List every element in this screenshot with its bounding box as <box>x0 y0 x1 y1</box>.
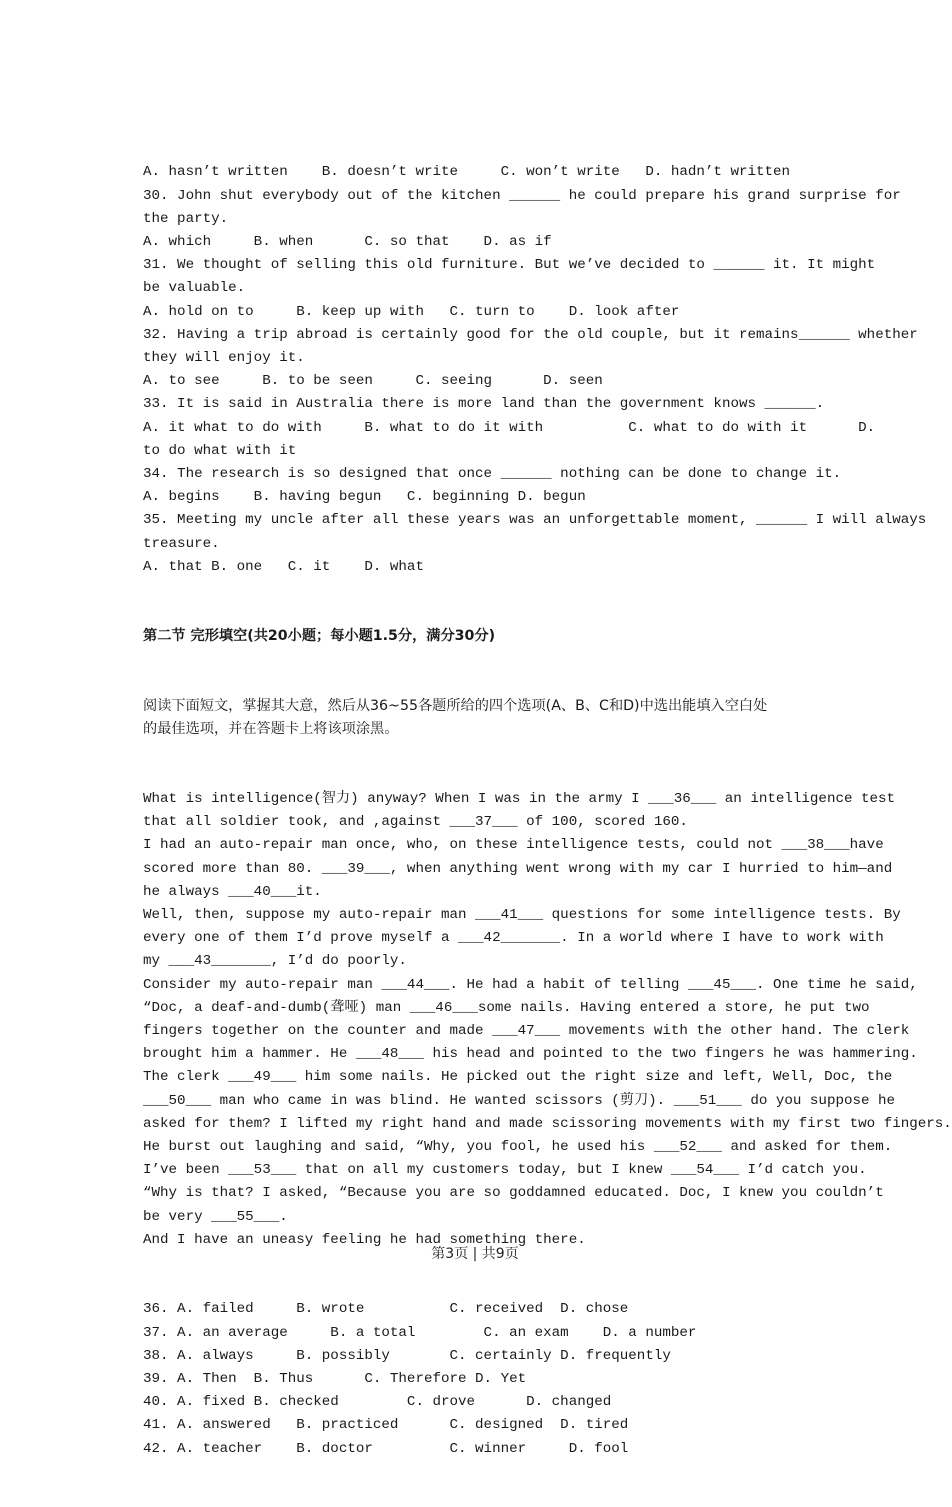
cloze-passage <box>143 788 952 1252</box>
passage-line: Consider my auto-repair man ___44___. He had a habit of telling ___45___. One time he said, <box>143 976 918 993</box>
section-heading: 第二节 完形填空(共20小题；每小题1.5分，满分30分) <box>143 628 496 645</box>
passage-line: He burst out laughing and said, “Why, you fool, he used his ___52___ and asked for them. <box>143 1138 893 1155</box>
option-line: 39. A. Then B. Thus C. Therefore D. Yet <box>143 1370 527 1387</box>
option-line: 42. A. teacher B. doctor C. winner D. fool <box>143 1440 629 1457</box>
text-line: A. it what to do with B. what to do it with C. what to do with it D. <box>143 419 876 436</box>
passage-line: I had an auto-repair man once, who, on these intelligence tests, could not ___38___have <box>143 837 884 854</box>
instruction-line: 阅读下面短文，掌握其大意，然后从36~55各题所给的四个选项(A、B、C和D)中选出能填入空白处 <box>143 698 768 715</box>
option-line: 40. A. fixed B. checked C. drove D. changed <box>143 1394 612 1411</box>
passage-line: “Doc, a deaf-and-dumb(聋哑) man ___46___some nails. Having entered a store, he put two <box>143 999 870 1016</box>
passage-line: my ___43_______, I’d do poorly. <box>143 953 407 970</box>
option-line: 41. A. answered B. practiced C. designed D. tired <box>143 1417 629 1434</box>
text-line: A. that B. one C. it D. what <box>143 558 424 575</box>
cloze-options <box>143 1298 833 1460</box>
passage-line: fingers together on the counter and made ___47___ movements with the other hand. The clerk <box>143 1022 910 1039</box>
text-line: they will enjoy it. <box>143 350 305 367</box>
passage-line: The clerk ___49___ him some nails. He picked out the right size and left, Well, Doc, the <box>143 1069 893 1086</box>
passage-line: I’ve been ___53___ that on all my customers today, but I knew ___54___ I’d catch you. <box>143 1162 867 1179</box>
passage-line: And I have an uneasy feeling he had something there. <box>143 1231 586 1248</box>
instruction-line: 的最佳选项，并在答题卡上将该项涂黑。 <box>143 721 399 738</box>
option-line: 38. A. always B. possibly C. certainly D. frequently <box>143 1347 671 1364</box>
text-line: 34. The research is so designed that once ______ nothing can be done to change it. <box>143 466 842 483</box>
passage-line: be very ___55___. <box>143 1208 288 1225</box>
grammar-questions <box>143 161 927 579</box>
passage-line: that all soldier took, and ,against ___37___ of 100, scored 160. <box>143 814 688 831</box>
passage-line: Well, then, suppose my auto-repair man ___41___ questions for some intelligence tests. By <box>143 906 901 923</box>
text-line: A. hasn’t written B. doesn’t write C. won’t write D. hadn’t written <box>143 164 791 181</box>
option-line: 36. A. failed B. wrote C. received D. chose <box>143 1301 629 1318</box>
text-line: 33. It is said in Australia there is more land than the government knows ______. <box>143 396 825 413</box>
text-line: A. hold on to B. keep up with C. turn to D. look after <box>143 303 680 320</box>
text-line: A. begins B. having begun C. beginning D. begun <box>143 489 586 506</box>
passage-line: What is intelligence(智力) anyway? When I was in the army I ___36___ an intelligence test <box>143 790 896 807</box>
text-line: A. which B. when C. so that D. as if <box>143 234 552 251</box>
text-line: 32. Having a trip abroad is certainly good for the old couple, but it remains______ whether <box>143 326 918 343</box>
text-line: to do what with it <box>143 442 297 459</box>
text-line: be valuable. <box>143 280 246 297</box>
text-line: 35. Meeting my uncle after all these years was an unforgettable moment, ______ I will always <box>143 512 927 529</box>
passage-line: he always ___40___it. <box>143 883 322 900</box>
section-instructions <box>143 695 833 741</box>
passage-line: ___50___ man who came in was blind. He wanted scissors (剪刀). ___51___ do you suppose he <box>143 1092 896 1109</box>
passage-line: “Why is that? I asked, “Because you are so goddamned educated. Doc, I knew you couldn’t <box>143 1185 884 1202</box>
text-line: 30. John shut everybody out of the kitchen ______ he could prepare his grand surprise for <box>143 187 901 204</box>
text-line: the party. <box>143 210 229 227</box>
page-footer: 第3页 | 共9页 <box>431 1246 519 1262</box>
passage-line: brought him a hammer. He ___48___ his head and pointed to the two fingers he was hammering. <box>143 1046 918 1063</box>
passage-line: every one of them I’d prove myself a ___42_______. In a world where I have to work with <box>143 930 884 947</box>
passage-line: asked for them? I lifted my right hand and made scissoring movements with my first two fingers. <box>143 1115 952 1132</box>
page-content <box>143 115 952 1507</box>
option-line: 37. A. an average B. a total C. an exam D. a number <box>143 1324 697 1341</box>
text-line: A. to see B. to be seen C. seeing D. seen <box>143 373 603 390</box>
passage-line: scored more than 80. ___39___, when anything went wrong with my car I hurried to him—and <box>143 860 893 877</box>
text-line: 31. We thought of selling this old furniture. But we’ve decided to ______ it. It might <box>143 257 876 274</box>
text-line: treasure. <box>143 535 220 552</box>
